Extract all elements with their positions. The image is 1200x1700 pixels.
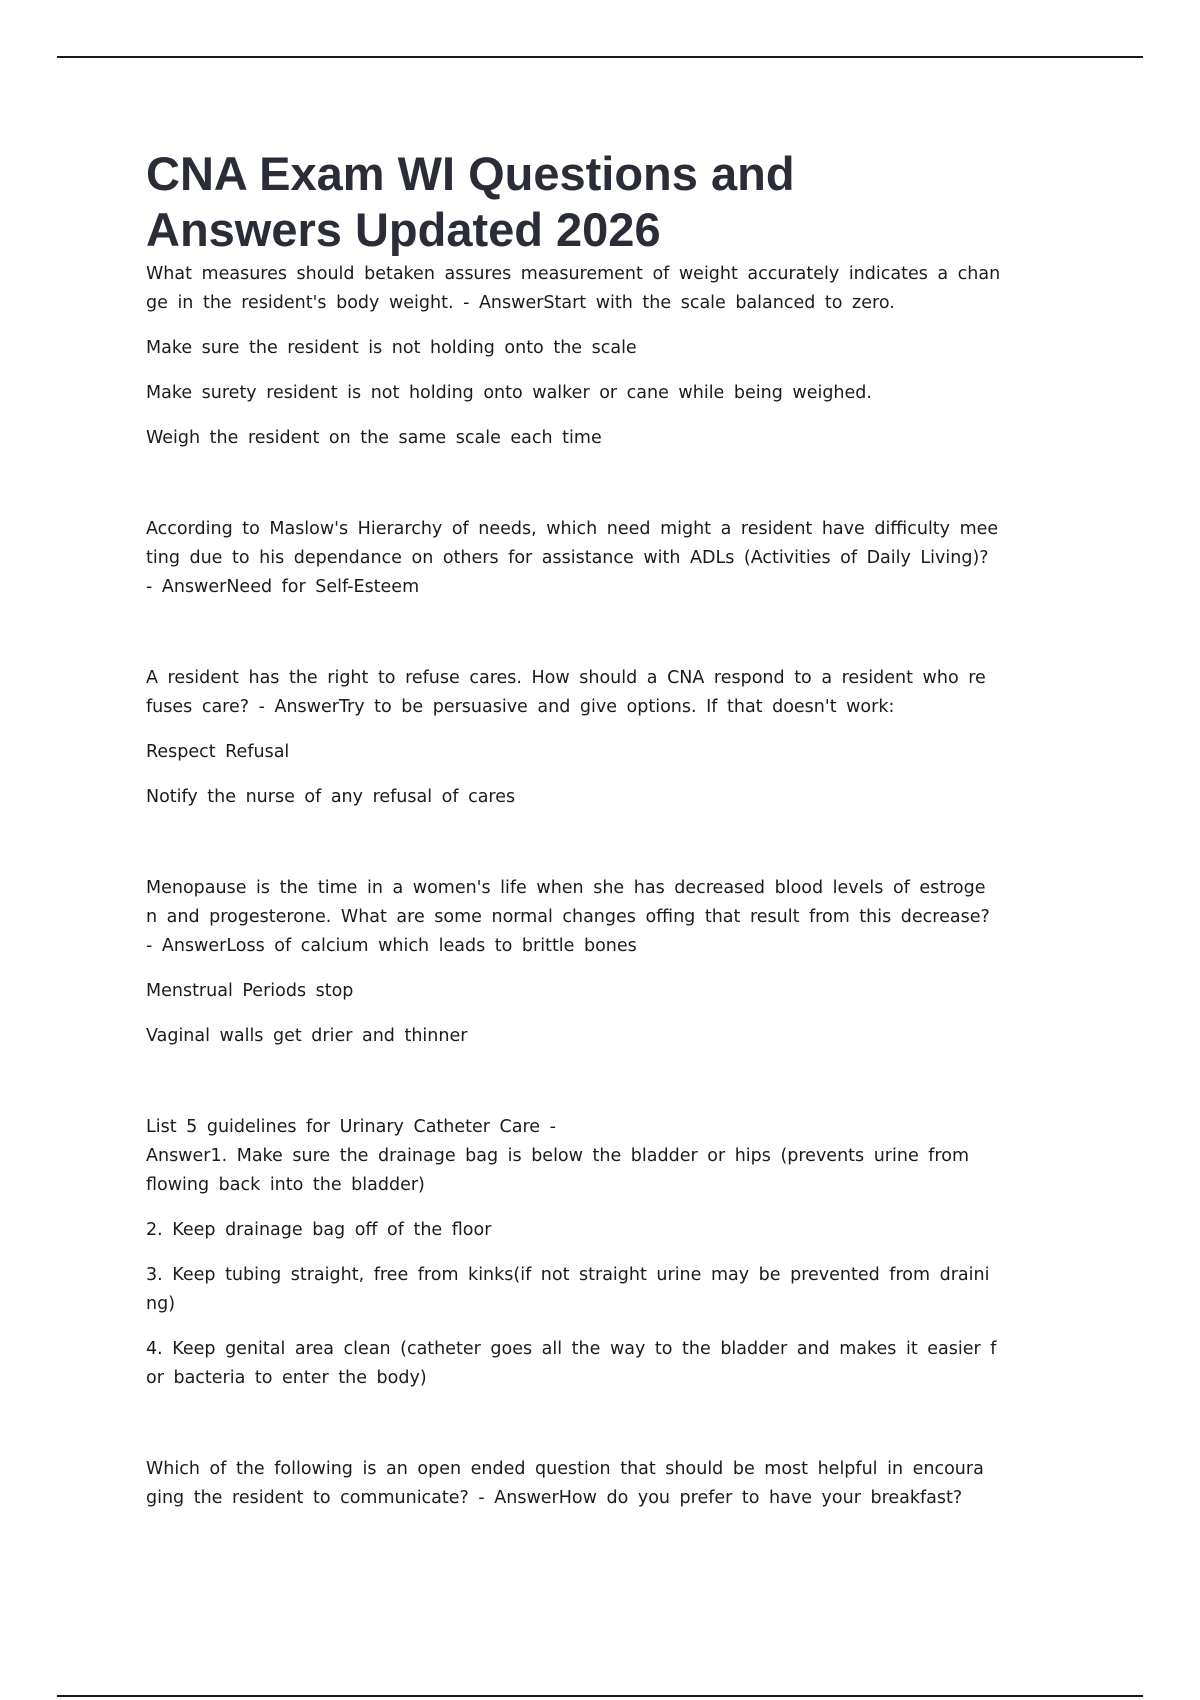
bottom-rule (57, 1695, 1143, 1697)
question-text: According to Maslow's Hierarchy of needs, which need might a resident have difficulty mee ting due to his dependance on others for assistance with ADLs (Activities of Daily Living)? - AnswerNeed for Self-Esteem (146, 519, 999, 597)
answer-text: 3. Keep tubing straight, free from kinks(if not straight urine may be prevented from draini ng) (146, 1265, 990, 1314)
top-rule (57, 56, 1143, 58)
answer-text: Weigh the resident on the same scale each time (146, 428, 602, 448)
qa-block (146, 515, 1056, 602)
answer-text: Respect Refusal (146, 742, 290, 762)
qa-block (146, 664, 1056, 812)
question-text: A resident has the right to refuse cares. How should a CNA respond to a resident who re fuses care? - AnswerTry to be persuasive and give options. If that doesn't work: (146, 668, 986, 717)
qa-block (146, 874, 1056, 1051)
block-spacer (146, 1393, 1056, 1455)
document-title: CNA Exam WI Questions and Answers Updated 2026 (146, 147, 795, 256)
answer-text: Notify the nurse of any refusal of cares (146, 787, 516, 807)
answer-text: Vaginal walls get drier and thinner (146, 1026, 468, 1046)
block-spacer (146, 453, 1056, 515)
question-text: What measures should betaken assures measurement of weight accurately indicates a chan ge in the resident's body weight. - AnswerStart with the scale balanced to zero. (146, 264, 1001, 313)
qa-block (146, 1113, 1056, 1393)
answer-text: Make surety resident is not holding onto walker or cane while being weighed. (146, 383, 872, 403)
qa-block (146, 1455, 1056, 1513)
question-text: List 5 guidelines for Urinary Catheter Care - Answer1. Make sure the drainage bag is below the bladder or hips (prevents urine from flowing back into the bladder) (146, 1117, 970, 1195)
answer-text: 2. Keep drainage bag off of the floor (146, 1220, 492, 1240)
document-body (146, 146, 1056, 1513)
block-spacer (146, 812, 1056, 874)
question-text: Which of the following is an open ended question that should be most helpful in encoura ging the resident to communicate? - AnswerHow do you prefer to have your breakfast? (146, 1459, 984, 1508)
question-text: Menopause is the time in a women's life when she has decreased blood levels of estroge n and progesterone. What are some normal changes offing that result from this decrease? - AnswerLoss of calcium which leads to brittle bones (146, 878, 990, 956)
block-spacer (146, 1051, 1056, 1113)
answer-text: Make sure the resident is not holding onto the scale (146, 338, 637, 358)
answer-text: Menstrual Periods stop (146, 981, 354, 1001)
block-spacer (146, 602, 1056, 664)
answer-text: 4. Keep genital area clean (catheter goes all the way to the bladder and makes it easier f or bacteria to enter the body) (146, 1339, 997, 1388)
qa-block (146, 260, 1056, 453)
